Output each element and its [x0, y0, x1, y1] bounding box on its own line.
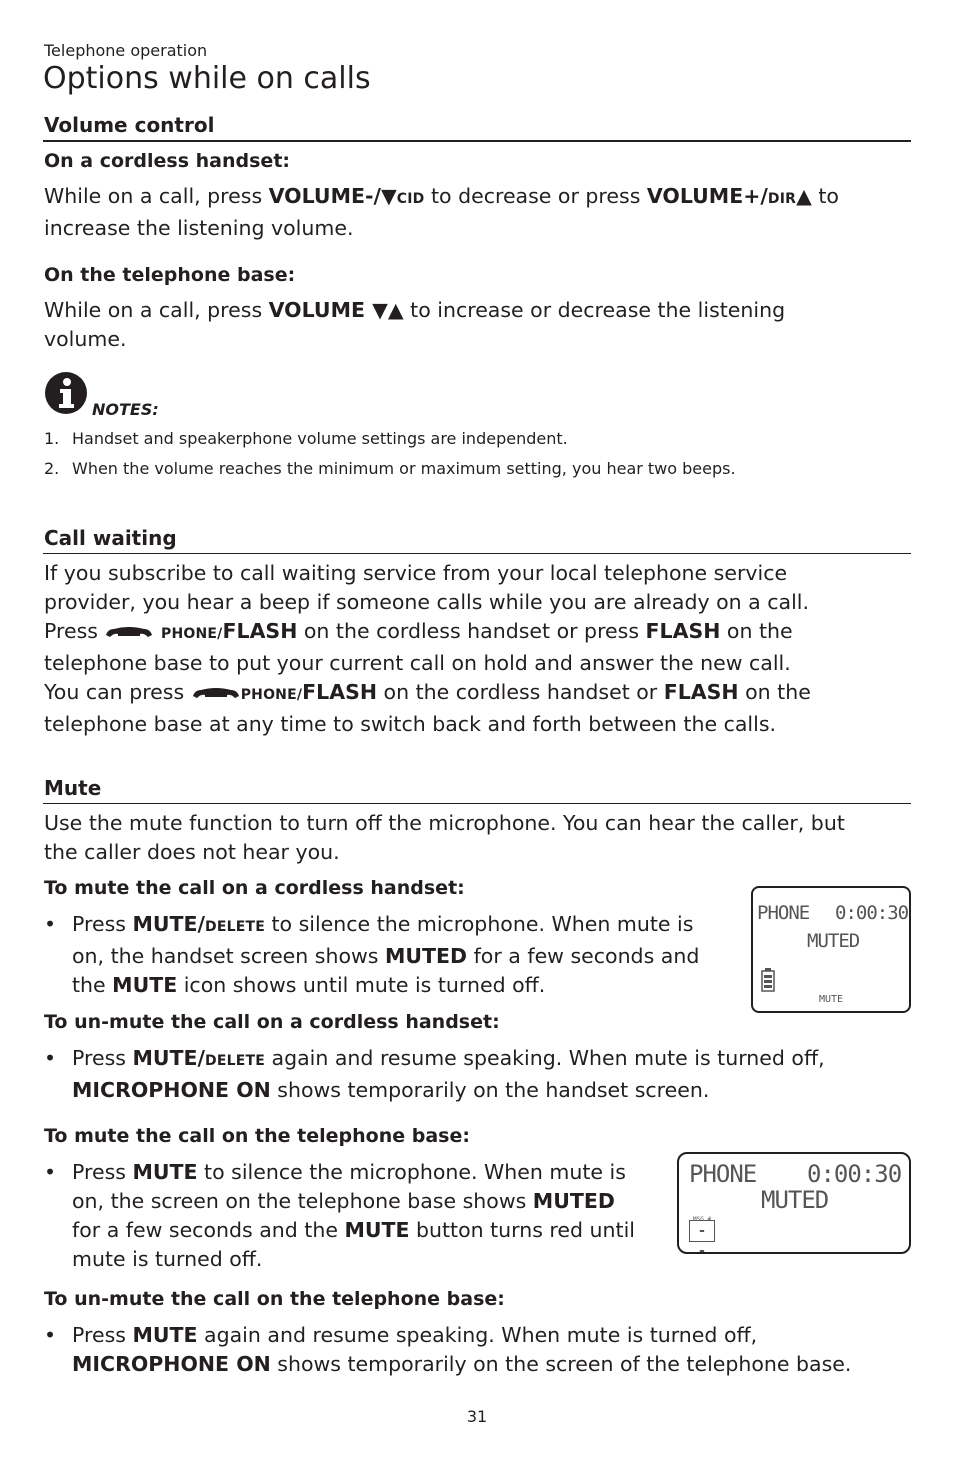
handset-screen	[751, 886, 911, 1013]
mute-base-heading: To mute the call on the telephone base:	[44, 1125, 470, 1147]
mute-intro: Use the mute function to turn off the microphone. You can hear the caller, but the caller does not hear you.	[44, 811, 845, 864]
note-item: 1. Handset and speakerphone volume settings are independent.	[44, 429, 568, 448]
screen-muted-text: MUTED	[807, 930, 860, 952]
section-divider	[43, 553, 911, 554]
notes-label: NOTES:	[92, 400, 159, 419]
page-number: 31	[466, 1407, 488, 1426]
phone-handset-icon	[191, 679, 241, 708]
unmute-handset-heading: To un-mute the call on a cordless handset:	[44, 1011, 500, 1033]
section-label: Telephone operation	[44, 41, 208, 60]
list-item: • Press MUTE to silence the microphone. When mute is on, the screen on the telephone base shows MUTED for a few seconds and the MUTE button turns red until mute is turned off.	[44, 1160, 635, 1271]
screen-muted-text: MUTED	[761, 1186, 829, 1214]
list-item: • Press MUTE again and resume speaking. When mute is turned off, MICROPHONE ON shows temporarily on the screen of the telephone base.	[44, 1323, 852, 1376]
unmute-base-heading: To un-mute the call on the telephone base:	[44, 1288, 505, 1310]
base-screen	[677, 1152, 911, 1259]
call-waiting-text: If you subscribe to call waiting service from your local telephone service provider, you hear a beep if someone calls while you are already on a call. Press PHONE/FLASH on the cordless handset or press FLASH on the telephone base to put your current call on hold and answer the new call. You can press PHONE/FLASH on the cordless handset or FLASH on the telephone base at any time to switch back and forth between the calls.	[44, 561, 811, 736]
base-volume-text: While on a call, press VOLUME ▼▲ to increase or decrease the listening volume.	[44, 298, 786, 351]
page-title: Options while on calls	[43, 61, 371, 96]
info-icon	[44, 372, 90, 418]
volume-control-heading: Volume control	[44, 113, 215, 137]
handset-volume-text: While on a call, press VOLUME-/▼CID to decrease or press VOLUME+/DIR▲ to increase the listening volume.	[44, 184, 839, 240]
list-item: • Press MUTE/DELETE to silence the microphone. When mute is on, the handset screen shows MUTED for a few seconds and the MUTE icon shows until mute is turned off.	[44, 912, 700, 997]
mute-indicator: MUTE	[819, 994, 844, 1005]
msg-count-value: - -	[689, 1220, 715, 1242]
list-item: • Press MUTE/DELETE again and resume speaking. When mute is turned off, MICROPHONE ON shows temporarily on the handset screen.	[44, 1046, 825, 1102]
battery-icon	[761, 968, 775, 996]
handset-subheading: On a cordless handset:	[44, 150, 290, 172]
mute-handset-heading: To mute the call on a cordless handset:	[44, 877, 465, 899]
section-divider	[43, 140, 911, 142]
base-subheading: On the telephone base:	[44, 264, 296, 286]
call-waiting-heading: Call waiting	[44, 526, 177, 550]
phone-handset-icon	[104, 618, 154, 647]
mute-heading: Mute	[44, 776, 102, 800]
screen-phone-label: PHONE	[689, 1160, 757, 1188]
screen-call-timer: 0:00:30	[835, 902, 909, 924]
screen-call-timer: 0:00:30	[807, 1160, 902, 1188]
note-item: 2. When the volume reaches the minimum or maximum setting, you hear two beeps.	[44, 459, 736, 478]
screen-phone-label: PHONE	[757, 902, 810, 924]
msg-count-label: MSG #	[693, 1216, 712, 1223]
section-divider	[43, 803, 911, 804]
